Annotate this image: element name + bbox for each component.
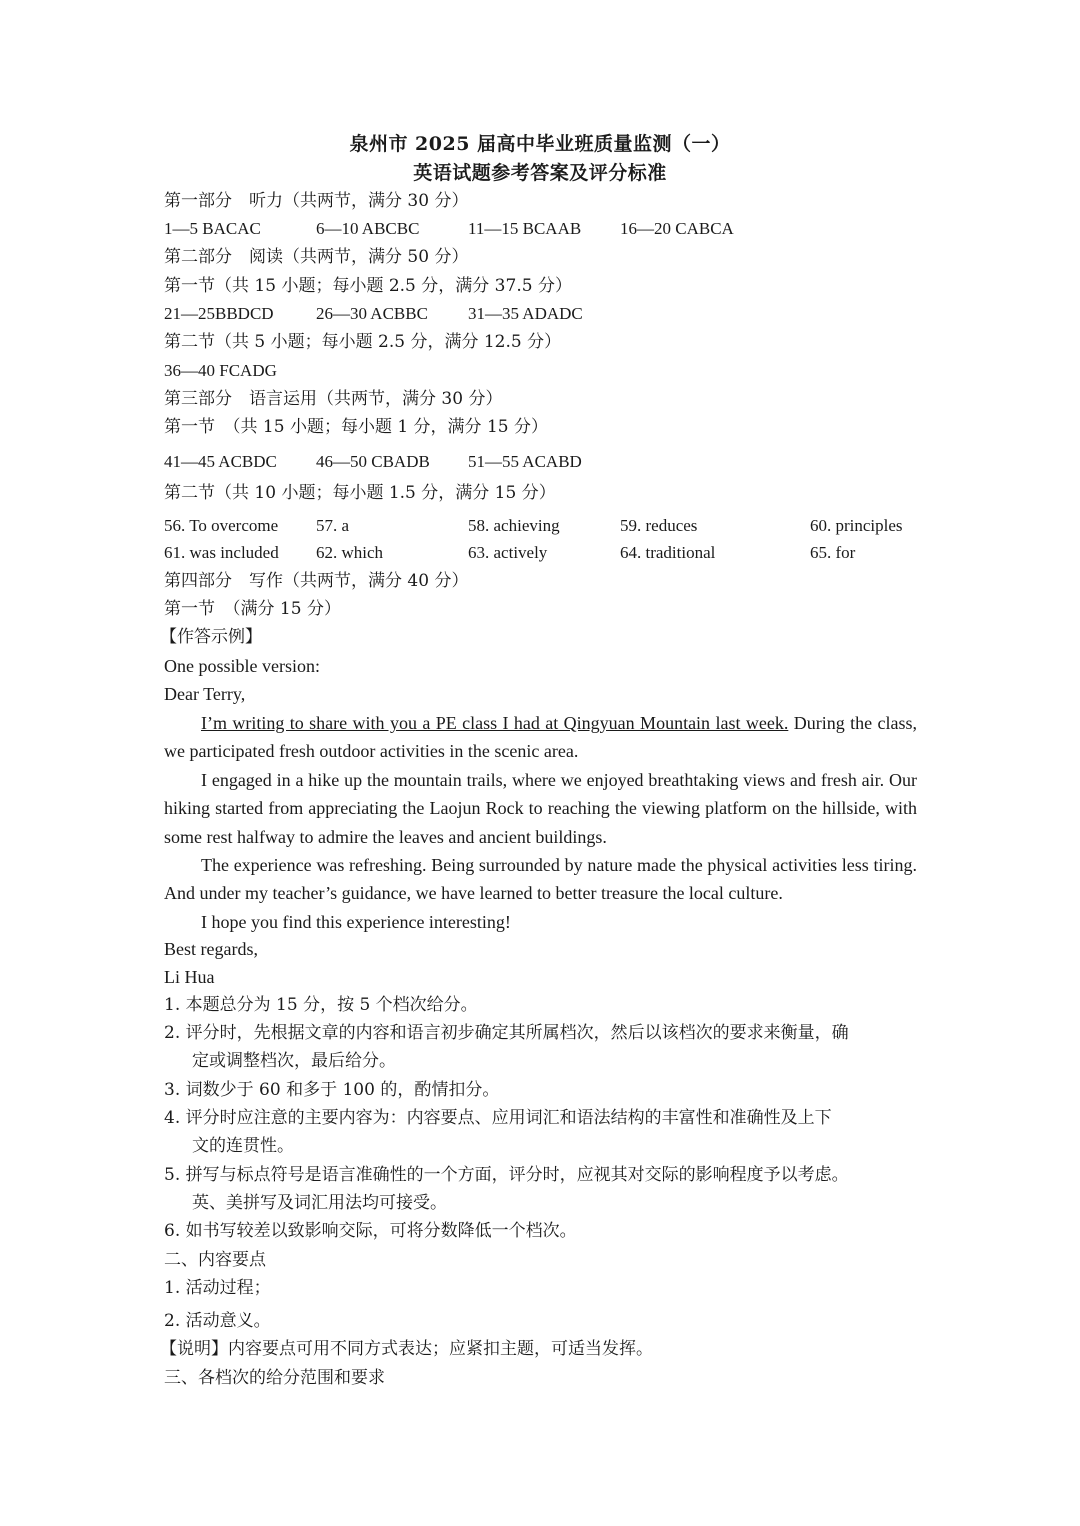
blank-answer: 60. principles xyxy=(810,516,903,535)
letter-closing: Best regards, xyxy=(164,939,258,959)
content-points-heading: 二、内容要点 xyxy=(164,1250,266,1270)
rule-4-continued: 文的连贯性。 xyxy=(192,1136,294,1156)
part3-section2-heading: 第二节（共 10 小题；每小题 1.5 分，满分 15 分） xyxy=(164,483,556,503)
answer-group: 31—35 ADADC xyxy=(468,304,583,323)
answer-group: 51—55 ACABD xyxy=(468,452,582,471)
blank-answer: 58. achieving xyxy=(468,516,560,535)
rule-1: 1. 本题总分为 15 分，按 5 个档次给分。 xyxy=(164,995,478,1015)
page-subtitle: 英语试题参考答案及评分标准 xyxy=(413,162,667,184)
answer-group: 21—25BBDCD xyxy=(164,304,274,323)
content-points-note: 【说明】内容要点可用不同方式表达；应紧扣主题，可适当发挥。 xyxy=(160,1339,653,1359)
blank-answer: 57. a xyxy=(316,516,350,535)
content-point-1: 1. 活动过程； xyxy=(164,1278,271,1298)
answer-group: 6—10 ABCBC xyxy=(316,219,420,238)
one-possible-version: One possible version: xyxy=(164,656,320,676)
rule-2-continued: 定或调整档次，最后给分。 xyxy=(192,1051,396,1071)
page-title: 泉州市 2025 届高中毕业班质量监测（一） xyxy=(349,133,731,155)
rule-5: 5. 拼写与标点符号是语言准确性的一个方面，评分时，应视其对交际的影响程度予以考虑。 xyxy=(164,1165,849,1185)
letter-paragraph-3 xyxy=(164,851,917,908)
part2-section2-heading: 第二节（共 5 小题；每小题 2.5 分，满分 12.5 分） xyxy=(164,332,562,352)
letter-paragraph-1 xyxy=(164,709,917,766)
answer-group: 46—50 CBADB xyxy=(316,452,430,471)
letter-paragraph-4 xyxy=(164,908,917,936)
answer-group: 11—15 BCAAB xyxy=(468,219,582,238)
blank-answer: 59. reduces xyxy=(620,516,698,535)
part2-section1-heading: 第一节（共 15 小题；每小题 2.5 分，满分 37.5 分） xyxy=(164,276,572,296)
letter-paragraph-4-text: I hope you find this experience interesting! xyxy=(201,912,511,932)
rule-4: 4. 评分时应注意的主要内容为：内容要点、应用词汇和语法结构的丰富性和准确性及上下 xyxy=(164,1108,832,1128)
answer-group: 1—5 BACAC xyxy=(164,219,261,238)
letter-salutation: Dear Terry, xyxy=(164,684,246,704)
rule-6: 6. 如书写较差以致影响交际，可将分数降低一个档次。 xyxy=(164,1221,577,1241)
grades-heading: 三、各档次的给分范围和要求 xyxy=(164,1368,385,1388)
part3-heading: 第三部分 语言运用（共两节，满分 30 分） xyxy=(164,389,503,409)
blank-answer: 64. traditional xyxy=(620,543,716,562)
part3-section1-heading: 第一节 （共 15 小题；每小题 1 分，满分 15 分） xyxy=(164,417,549,437)
content-point-2: 2. 活动意义。 xyxy=(164,1311,271,1331)
blank-answer: 61. was included xyxy=(164,543,279,562)
blank-answer: 56. To overcome xyxy=(164,516,279,535)
blank-answer: 62. which xyxy=(316,543,384,562)
sample-label: 【作答示例】 xyxy=(160,627,262,647)
answer-group: 41—45 ACBDC xyxy=(164,452,277,471)
letter-paragraph-3-text: The experience was refreshing. Being surrounded by nature made the physical activities less tiring. And under my teacher’s guidance, we have learned to better treasure the local culture. xyxy=(164,855,917,904)
letter-opening-sentence: I’m writing to share with you a PE class I had at Qingyuan Mountain last week. xyxy=(201,713,789,733)
letter-signature: Li Hua xyxy=(164,967,215,987)
rule-3: 3. 词数少于 60 和多于 100 的，酌情扣分。 xyxy=(164,1080,500,1100)
answer-group: 26—30 ACBBC xyxy=(316,304,428,323)
part2-heading: 第二部分 阅读（共两节，满分 50 分） xyxy=(164,247,469,267)
blank-answer: 65. for xyxy=(810,543,856,562)
letter-paragraph-1-rest: During the class, we participated fresh outdoor activities in the scenic area. xyxy=(164,713,917,762)
rule-5-continued: 英、美拼写及词汇用法均可接受。 xyxy=(192,1193,447,1213)
blank-answer: 63. actively xyxy=(468,543,548,562)
letter-paragraph-2 xyxy=(164,766,917,851)
answer-group: 36—40 FCADG xyxy=(164,361,277,380)
letter-paragraph-2-text: I engaged in a hike up the mountain trails, where we enjoyed breathtaking views and fresh air. Our hiking started from appreciating the Laojun Rock to reaching the viewing platform on the hillside, with some rest halfway to admire the leaves and ancient buildings. xyxy=(164,770,917,847)
part4-heading: 第四部分 写作（共两节，满分 40 分） xyxy=(164,571,469,591)
rule-2: 2. 评分时，先根据文章的内容和语言初步确定其所属档次，然后以该档次的要求来衡量，确 xyxy=(164,1023,849,1043)
part1-heading: 第一部分 听力（共两节，满分 30 分） xyxy=(164,191,469,211)
part4-section1-heading: 第一节 （满分 15 分） xyxy=(164,599,341,619)
answer-group: 16—20 CABCA xyxy=(620,219,734,238)
